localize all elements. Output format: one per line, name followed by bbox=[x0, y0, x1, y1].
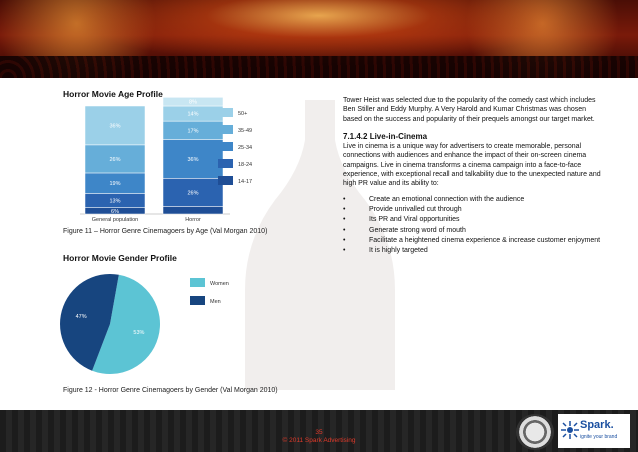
age-chart-caption: Figure 11 – Horror Genre Cinemagoers by Age (Val Morgan 2010) bbox=[63, 228, 268, 235]
data-label: 17% bbox=[187, 128, 199, 135]
section-title: 7.1.4.2 Live-in-Cinema bbox=[343, 131, 428, 141]
spark-burst-icon bbox=[561, 421, 579, 439]
spark-logo bbox=[558, 414, 630, 448]
list-item: • Generate strong word of mouth bbox=[343, 226, 466, 234]
legend-label: 35-49 bbox=[238, 128, 253, 134]
legend-label: 50+ bbox=[238, 111, 248, 117]
list-item: • Create an emotional connection with the audience bbox=[343, 195, 525, 203]
gender-chart-title: Horror Movie Gender Profile bbox=[63, 253, 177, 263]
legend-swatch bbox=[218, 159, 233, 168]
data-label: 14% bbox=[187, 111, 199, 118]
data-label: 47% bbox=[75, 313, 87, 320]
legend-label: 18-24 bbox=[238, 162, 253, 168]
legend-swatch bbox=[190, 296, 205, 305]
data-label: 36% bbox=[109, 123, 121, 130]
legend-swatch bbox=[218, 176, 233, 185]
legend-label: 14-17 bbox=[238, 179, 253, 185]
data-label: 36% bbox=[187, 156, 199, 163]
category-label: General population bbox=[91, 217, 139, 223]
list-item: • Provide unrivalled cut through bbox=[343, 205, 462, 213]
header-banner-image bbox=[0, 0, 638, 78]
bar-segment-14-17-1 bbox=[163, 206, 223, 214]
footer-text bbox=[219, 429, 419, 445]
legend-swatch bbox=[218, 142, 233, 151]
brand-tagline: ignite your brand bbox=[580, 434, 618, 440]
section-paragraph: Live in cinema is a unique way for advertisers to create memorable, personal connections with audiences and enhance the impact of their on-screen cinema campaigns. Live in cinema transforms a cinema campaign into a face-to-face experience, with exceptional recall and talkability due to the unexpected nature and high PR value and its ability to: bbox=[343, 143, 601, 188]
banner-crowd-silhouette bbox=[0, 56, 638, 78]
legend-label: Men bbox=[210, 299, 221, 305]
age-profile-chart bbox=[60, 99, 320, 224]
age-chart-title: Horror Movie Age Profile bbox=[63, 89, 163, 99]
data-label: 26% bbox=[187, 190, 199, 197]
data-label: 13% bbox=[109, 198, 121, 205]
data-label: 53% bbox=[133, 330, 145, 337]
legend-label: Women bbox=[210, 281, 229, 287]
list-item: • Its PR and Viral opportunities bbox=[343, 216, 460, 224]
data-label: 8% bbox=[189, 99, 197, 106]
legend-swatch bbox=[218, 125, 233, 134]
copyright-text: © 2011 Spark Advertising bbox=[282, 437, 356, 444]
legend-label: 25-34 bbox=[238, 145, 253, 151]
list-item: • It is highly targeted bbox=[343, 247, 428, 255]
intro-paragraph: Tower Heist was selected due to the popularity of the comedy cast which includes Ben Stiller and Eddy Murphy. A Very Harold and Kumar Christmas was chosen based on the success and popularity of their prequels amongst our target market. bbox=[343, 97, 596, 123]
legend-swatch bbox=[218, 108, 233, 117]
list-item: • Facilitate a heightened cinema experience & increase customer enjoyment bbox=[343, 236, 601, 244]
data-label: 6% bbox=[111, 208, 119, 215]
data-label: 19% bbox=[109, 181, 121, 188]
benefits-list bbox=[343, 195, 605, 256]
data-label: 26% bbox=[109, 156, 121, 163]
page-number: 35 bbox=[315, 429, 323, 436]
gender-profile-chart bbox=[60, 268, 260, 376]
body-text-column bbox=[343, 96, 605, 256]
brand-name: Spark. bbox=[580, 419, 614, 431]
category-label: Horror bbox=[185, 217, 201, 223]
legend-swatch bbox=[190, 278, 205, 287]
seal-badge-icon bbox=[516, 414, 554, 450]
gender-chart-caption: Figure 12 - Horror Genre Cinemagoers by Gender (Val Morgan 2010) bbox=[63, 387, 278, 394]
